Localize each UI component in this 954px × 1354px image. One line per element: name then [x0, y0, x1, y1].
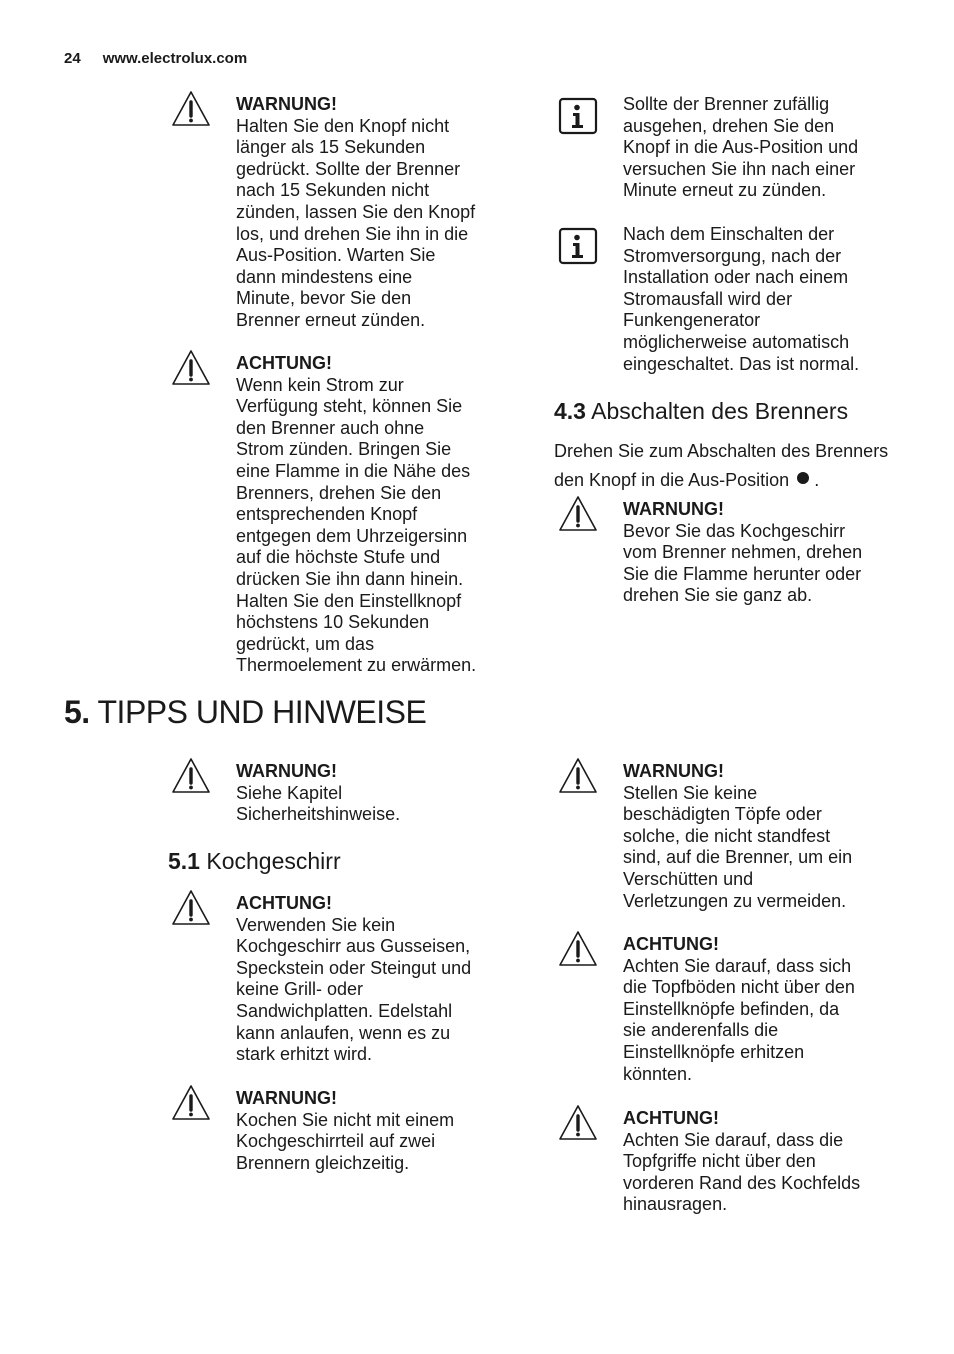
- note-line: eine Flamme in die Nähe des: [236, 460, 471, 481]
- paragraph-line: Drehen Sie zum Abschalten des Brenners: [554, 441, 889, 461]
- note-line: entsprechenden Knopf: [236, 504, 418, 525]
- note-title: WARNUNG!: [623, 761, 724, 781]
- note-line: vorderen Rand des Kochfelds: [623, 1172, 861, 1193]
- note-line: Kochen Sie nicht mit einem: [236, 1109, 455, 1130]
- header-url: www.electrolux.com: [102, 50, 248, 67]
- warning-icon: [557, 493, 599, 535]
- section-number: 4.3: [554, 398, 586, 424]
- note-line: gedrückt. Sollte der Brenner: [236, 158, 461, 179]
- note-line: Siehe Kapitel: [236, 782, 343, 803]
- chapter-heading-5: [64, 694, 426, 731]
- note-line: den Brenner auch ohne: [236, 417, 425, 438]
- note-line: Achten Sie darauf, dass sich: [623, 955, 852, 976]
- section-number: 5.1: [168, 848, 200, 874]
- warning-note-button-hold: [236, 94, 506, 332]
- note-line: Strom zünden. Bringen Sie: [236, 439, 452, 460]
- note-line: Brenner erneut zünden.: [236, 309, 426, 330]
- warning-icon: [170, 88, 212, 130]
- note-title: WARNUNG!: [236, 94, 337, 114]
- note-line: Kochgeschirrteil auf zwei: [236, 1131, 436, 1152]
- note-line: Stromversorgung, nach der: [623, 245, 842, 266]
- paragraph-end: .: [814, 470, 820, 490]
- note-line: beschädigten Töpfe oder: [623, 804, 822, 825]
- section-heading-5-1: [168, 848, 341, 875]
- note-line: länger als 15 Sekunden: [236, 137, 426, 158]
- note-line: zünden, lassen Sie den Knopf: [236, 201, 476, 222]
- chapter-title: TIPPS UND HINWEISE: [97, 694, 427, 730]
- note-line: Stromausfall wird der: [623, 288, 793, 309]
- note-line: vom Brenner nehmen, drehen: [623, 542, 863, 563]
- note-line: Thermoelement zu erwärmen.: [236, 655, 477, 676]
- note-title: ACHTUNG!: [623, 1108, 719, 1128]
- note-line: nach 15 Sekunden nicht: [236, 180, 430, 201]
- section-heading-4-3: [554, 398, 848, 425]
- note-line: Knopf in die Aus-Position und: [623, 137, 859, 158]
- note-line: Topfgriffe nicht über den: [623, 1151, 816, 1172]
- note-line: Installation oder nach einem: [623, 267, 849, 288]
- note-line: Verwenden Sie kein: [236, 914, 396, 935]
- note-title: ACHTUNG!: [623, 934, 719, 954]
- note-line: drücken Sie ihn dann hinein.: [236, 568, 464, 589]
- warning-icon: [557, 755, 599, 797]
- warning-icon: [170, 1082, 212, 1124]
- note-line: Bevor Sie das Kochgeschirr: [623, 520, 846, 541]
- section-4-3-paragraph: [554, 437, 914, 495]
- note-line: Brennern gleichzeitig.: [236, 1152, 410, 1173]
- caution-note-pot-bottoms: [623, 934, 913, 1085]
- page-number: 24: [64, 50, 81, 67]
- warning-icon: [557, 928, 599, 970]
- note-line: stark erhitzt wird.: [236, 1044, 373, 1065]
- section-title: Abschalten des Brenners: [591, 398, 849, 424]
- note-line: Verschütten und: [623, 868, 754, 889]
- note-line: Einstellknöpfe befinden, da: [623, 998, 840, 1019]
- note-line: Sandwichplatten. Edelstahl: [236, 1000, 453, 1021]
- caution-note-cookware-material: [236, 893, 506, 1066]
- note-line: Minute, bevor Sie den: [236, 288, 412, 309]
- section-title: Kochgeschirr: [206, 848, 341, 874]
- note-line: Wenn kein Strom zur: [236, 374, 404, 395]
- note-line: gedrückt, um das: [236, 633, 375, 654]
- note-line: Verfügung steht, können Sie: [236, 396, 463, 417]
- warning-note-damaged-pots: [623, 761, 913, 912]
- note-line: Halten Sie den Knopf nicht: [236, 115, 450, 136]
- note-line: versuchen Sie ihn nach einer: [623, 158, 856, 179]
- note-line: könnten.: [623, 1063, 693, 1084]
- note-line: höchstens 10 Sekunden: [236, 612, 430, 633]
- note-title: WARNUNG!: [236, 761, 337, 781]
- note-line: sind, auf die Brenner, um ein: [623, 847, 853, 868]
- note-line: solche, die nicht standfest: [623, 825, 831, 846]
- note-line: Aus-Position. Warten Sie: [236, 245, 436, 266]
- note-line: Sicherheitshinweise.: [236, 804, 401, 825]
- note-title: WARNUNG!: [623, 499, 724, 519]
- note-line: kann anlaufen, wenn es zu: [236, 1022, 451, 1043]
- info-note-spark-generator: [623, 224, 913, 375]
- warning-note-safety-ref: [236, 761, 506, 826]
- note-line: entgegen dem Uhrzeigersinn: [236, 525, 468, 546]
- note-line: Sollte der Brenner zufällig: [623, 94, 830, 114]
- note-line: Sie die Flamme herunter oder: [623, 563, 862, 584]
- warning-icon: [170, 887, 212, 929]
- note-line: Speckstein oder Steingut und: [236, 957, 472, 978]
- note-line: Halten Sie den Einstellknopf: [236, 590, 462, 611]
- paragraph-line: den Knopf in die Aus-Position: [554, 470, 790, 490]
- note-line: Achten Sie darauf, dass die: [623, 1129, 844, 1150]
- warning-note-two-burners: [236, 1088, 506, 1174]
- off-position-symbol-icon: [797, 472, 809, 484]
- info-icon: [557, 96, 599, 138]
- info-icon: [557, 226, 599, 268]
- warning-note-turn-off: [623, 499, 913, 607]
- note-line: Nach dem Einschalten der: [623, 224, 835, 244]
- note-line: Einstellknöpfe erhitzen: [623, 1041, 805, 1062]
- note-line: los, und drehen Sie ihn in die: [236, 223, 469, 244]
- note-line: auf die höchste Stufe und: [236, 547, 441, 568]
- note-line: Minute erneut zu zünden.: [623, 180, 827, 201]
- note-line: drehen Sie sie ganz ab.: [623, 585, 813, 606]
- note-line: dann mindestens eine: [236, 266, 413, 287]
- note-line: sie anderenfalls die: [623, 1020, 779, 1041]
- chapter-number: 5.: [64, 694, 90, 730]
- warning-icon: [170, 347, 212, 389]
- warning-icon: [557, 1102, 599, 1144]
- note-line: ausgehen, drehen Sie den: [623, 115, 835, 136]
- note-line: Kochgeschirr aus Gusseisen,: [236, 936, 471, 957]
- caution-note-manual-ignition: [236, 353, 506, 677]
- page-header: [64, 50, 247, 67]
- note-line: keine Grill- oder: [236, 979, 364, 1000]
- note-line: möglicherweise automatisch: [623, 331, 850, 352]
- note-line: eingeschaltet. Das ist normal.: [623, 353, 860, 374]
- note-title: ACHTUNG!: [236, 353, 332, 373]
- note-title: ACHTUNG!: [236, 893, 332, 913]
- caution-note-pot-handles: [623, 1108, 913, 1216]
- info-note-burner-out: [623, 94, 913, 202]
- note-line: Verletzungen zu vermeiden.: [623, 890, 847, 911]
- note-line: Stellen Sie keine: [623, 782, 758, 803]
- note-line: die Topfböden nicht über den: [623, 977, 855, 998]
- note-line: Funkengenerator: [623, 310, 761, 331]
- note-line: hinausragen.: [623, 1194, 728, 1215]
- note-title: WARNUNG!: [236, 1088, 337, 1108]
- warning-icon: [170, 755, 212, 797]
- note-line: Brenners, drehen Sie den: [236, 482, 442, 503]
